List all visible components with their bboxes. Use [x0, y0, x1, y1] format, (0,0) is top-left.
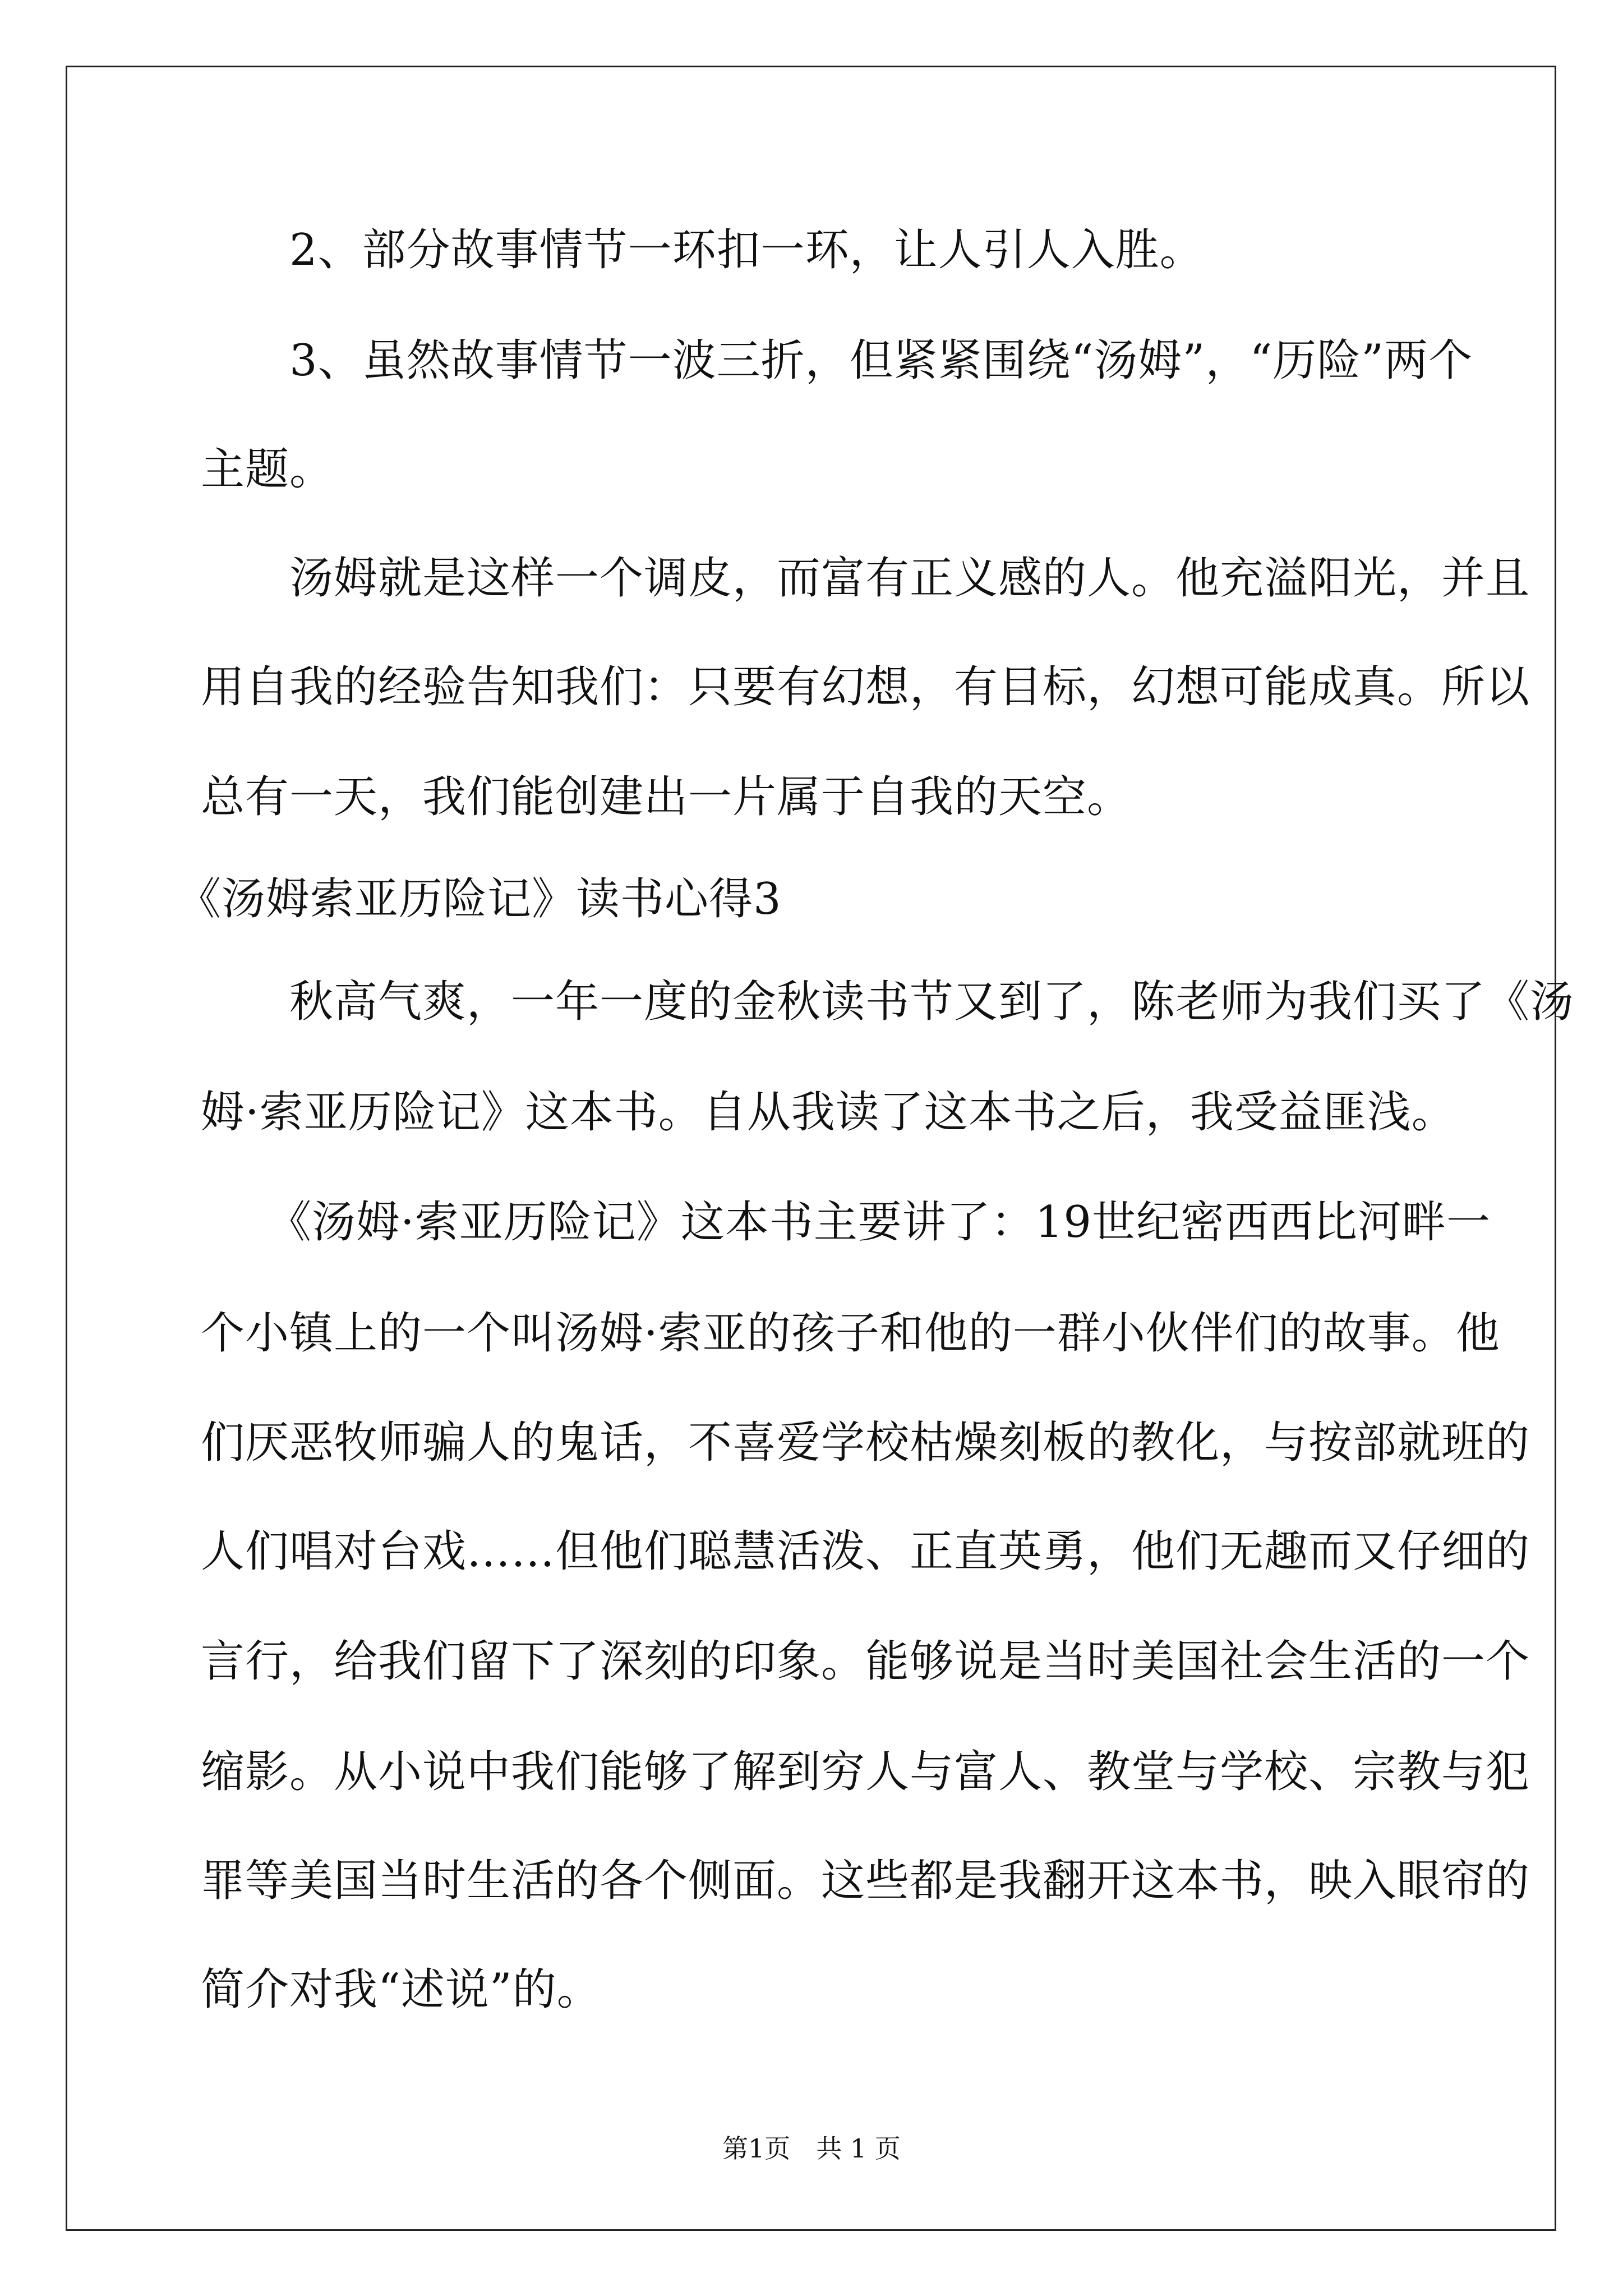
- text-line: 2、部分故事情节一环扣一环，让人引人入胜。: [201, 225, 1204, 275]
- text-line: 3、虽然故事情节一波三折，但紧紧围绕“汤姆”，“历险”两个: [201, 335, 1473, 386]
- text-line: 姆·索亚历险记》这本书。自从我读了这本书之后，我受益匪浅。: [201, 1087, 1456, 1138]
- text-line: 用自我的经验告知我们：只要有幻想，有目标，幻想可能成真。所以: [201, 662, 1530, 712]
- text-line: 言行，给我们留下了深刻的印象。能够说是当时美国社会生活的一个: [201, 1636, 1530, 1687]
- page-footer: 第1页 共 1 页: [722, 2133, 901, 2164]
- text-line: 们厌恶牧师骗人的鬼话，不喜爱学校枯燥刻板的教化，与按部就班的: [201, 1418, 1530, 1468]
- text-line: 人们唱对台戏……但他们聪慧活泼、正直英勇，他们无趣而又仔细的: [201, 1526, 1530, 1577]
- text-line: 缩影。从小说中我们能够了解到穷人与富人、教堂与学校、宗教与犯: [201, 1747, 1530, 1797]
- text-line: 主题。: [201, 444, 334, 495]
- text-line: 罪等美国当时生活的各个侧面。这些都是我翻开这本书，映入眼帘的: [201, 1856, 1530, 1906]
- text-line: 个小镇上的一个叫汤姆·索亚的孩子和他的一群小伙伴们的故事。他: [201, 1308, 1500, 1359]
- section-heading: 《汤姆索亚历险记》读书心得3: [177, 874, 782, 924]
- text-line: 秋高气爽，一年一度的金秋读书节又到了，陈老师为我们买了《汤: [201, 977, 1575, 1027]
- text-line: 《汤姆·索亚历险记》这本书主要讲了：19世纪密西西比河畔一: [201, 1197, 1491, 1248]
- text-line: 汤姆就是这样一个调皮，而富有正义感的人。他充溢阳光，并且: [201, 553, 1530, 604]
- text-line: 简介对我“述说”的。: [201, 1964, 601, 2015]
- text-line: 总有一天，我们能创建出一片属于自我的天空。: [201, 772, 1132, 822]
